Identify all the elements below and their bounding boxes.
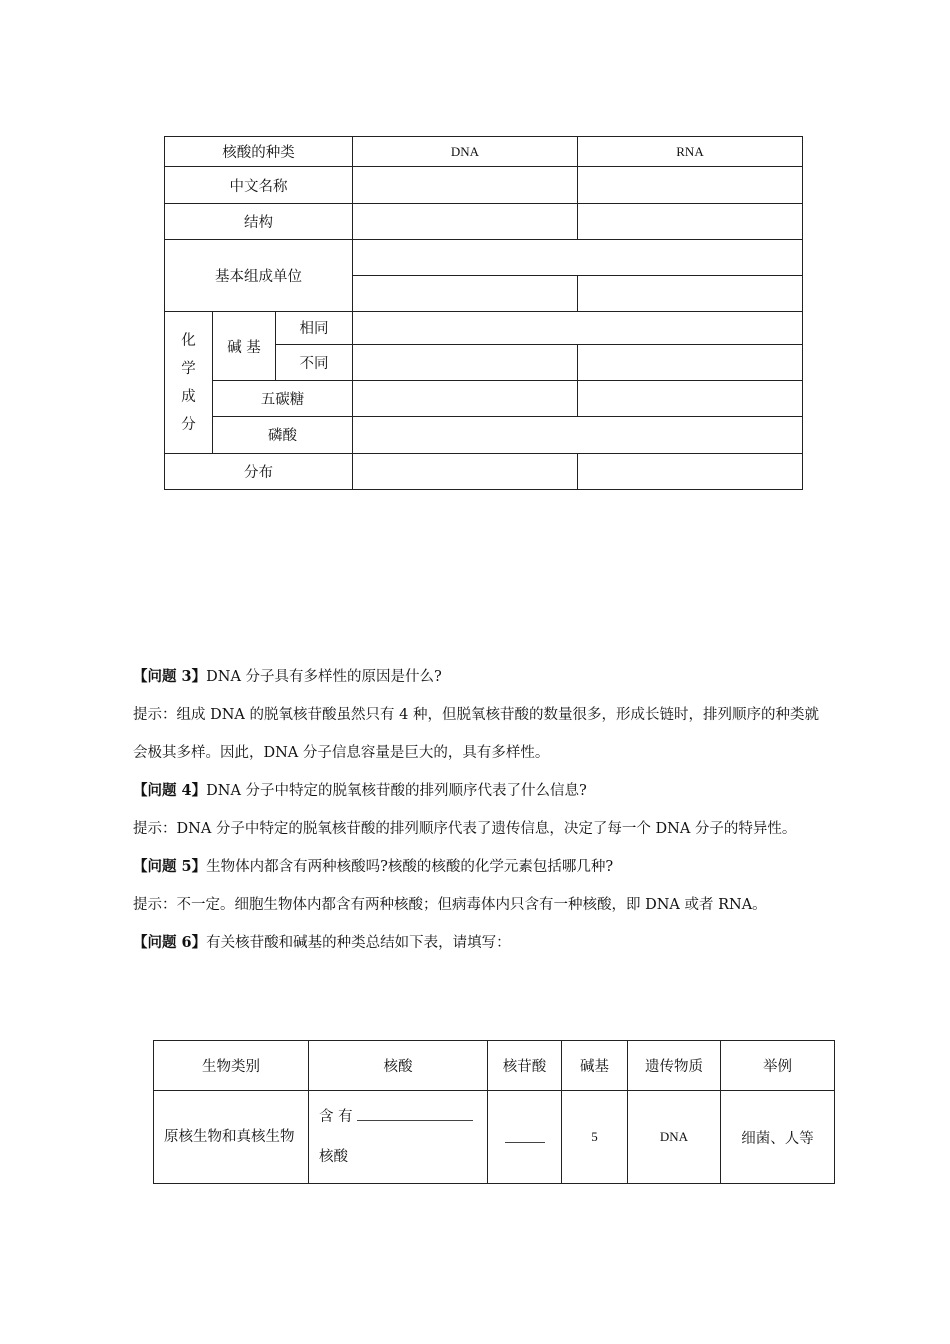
qa-section (133, 658, 823, 962)
cell-rna-base-different[interactable] (578, 344, 803, 380)
cell-rna-structure[interactable] (578, 204, 803, 240)
question-4: 【问题 4】DNA 分子中特定的脱氧核苷酸的排列顺序代表了什么信息? (133, 782, 587, 799)
cell-phosphate[interactable] (353, 416, 803, 453)
cell-base-same[interactable] (353, 312, 803, 344)
question-5: 【问题 5】生物体内都含有两种核酸吗?核酸的核酸的化学元素包括哪几种? (133, 858, 614, 875)
cell-dna-pentose[interactable] (353, 380, 578, 416)
cell-genetic-material: DNA (628, 1091, 721, 1184)
cell-dna-chinese-name[interactable] (353, 167, 578, 204)
header-organism-category: 生物类别 (154, 1041, 309, 1091)
cell-basic-unit-shared[interactable] (353, 240, 803, 276)
answer-5: 提示：不一定。细胞生物体内都含有两种核酸；但病毒体内只含有一种核酸，即 DNA 或者 RNA。 (133, 897, 767, 913)
cell-dna-base-different[interactable] (353, 344, 578, 380)
header-nucleic-type: 核酸的种类 (165, 137, 353, 167)
cell-nucleotide (488, 1091, 562, 1184)
label-base-different: 不同 (276, 344, 353, 380)
question-6: 【问题 6】有关核苷酸和碱基的种类总结如下表，请填写： (133, 934, 511, 951)
label-base: 碱 基 (213, 312, 276, 380)
header-nucleotide: 核苷酸 (488, 1041, 562, 1091)
label-pentose: 五碳糖 (213, 380, 353, 416)
row-chemical-composition: 化 学 成 分 (165, 312, 213, 453)
cell-example: 细菌、人等 (721, 1091, 835, 1184)
cell-organism-category: 原核生物和真核生物 (154, 1091, 309, 1184)
cell-base-count: 5 (562, 1091, 628, 1184)
cell-rna-chinese-name[interactable] (578, 167, 803, 204)
header-genetic-material: 遗传物质 (628, 1041, 721, 1091)
row-distribution: 分布 (165, 453, 353, 489)
header-dna: DNA (353, 137, 578, 167)
header-example: 举例 (721, 1041, 835, 1091)
cell-rna-distribution[interactable] (578, 453, 803, 489)
header-base: 碱基 (562, 1041, 628, 1091)
label-phosphate: 磷酸 (213, 416, 353, 453)
cell-rna-basic-unit[interactable] (578, 276, 803, 312)
cell-rna-pentose[interactable] (578, 380, 803, 416)
cell-nucleic-acid: 含 有 核酸 (309, 1091, 488, 1184)
nucleotide-blank[interactable] (505, 1128, 545, 1143)
answer-3: 提示：组成 DNA 的脱氧核苷酸虽然只有 4 种，但脱氧核苷酸的数量很多，形成长链时，排列顺序的种类就会极其多样。因此，DNA 分子信息容量是巨大的，具有多样性。 (133, 707, 819, 761)
header-nucleic-acid: 核酸 (309, 1041, 488, 1091)
row-structure: 结构 (165, 204, 353, 240)
nucleic-acid-blank[interactable] (357, 1106, 473, 1121)
row-basic-unit: 基本组成单位 (165, 240, 353, 312)
cell-dna-structure[interactable] (353, 204, 578, 240)
header-rna: RNA (578, 137, 803, 167)
row-chinese-name: 中文名称 (165, 167, 353, 204)
label-base-same: 相同 (276, 312, 353, 344)
question-3: 【问题 3】DNA 分子具有多样性的原因是什么? (133, 668, 442, 685)
nucleotide-base-summary-table (153, 1040, 835, 1184)
answer-4: 提示：DNA 分子中特定的脱氧核苷酸的排列顺序代表了遗传信息，决定了每一个 DNA 分子的特异性。 (133, 821, 797, 837)
cell-dna-basic-unit[interactable] (353, 276, 578, 312)
cell-dna-distribution[interactable] (353, 453, 578, 489)
nucleic-acid-comparison-table (164, 136, 803, 490)
